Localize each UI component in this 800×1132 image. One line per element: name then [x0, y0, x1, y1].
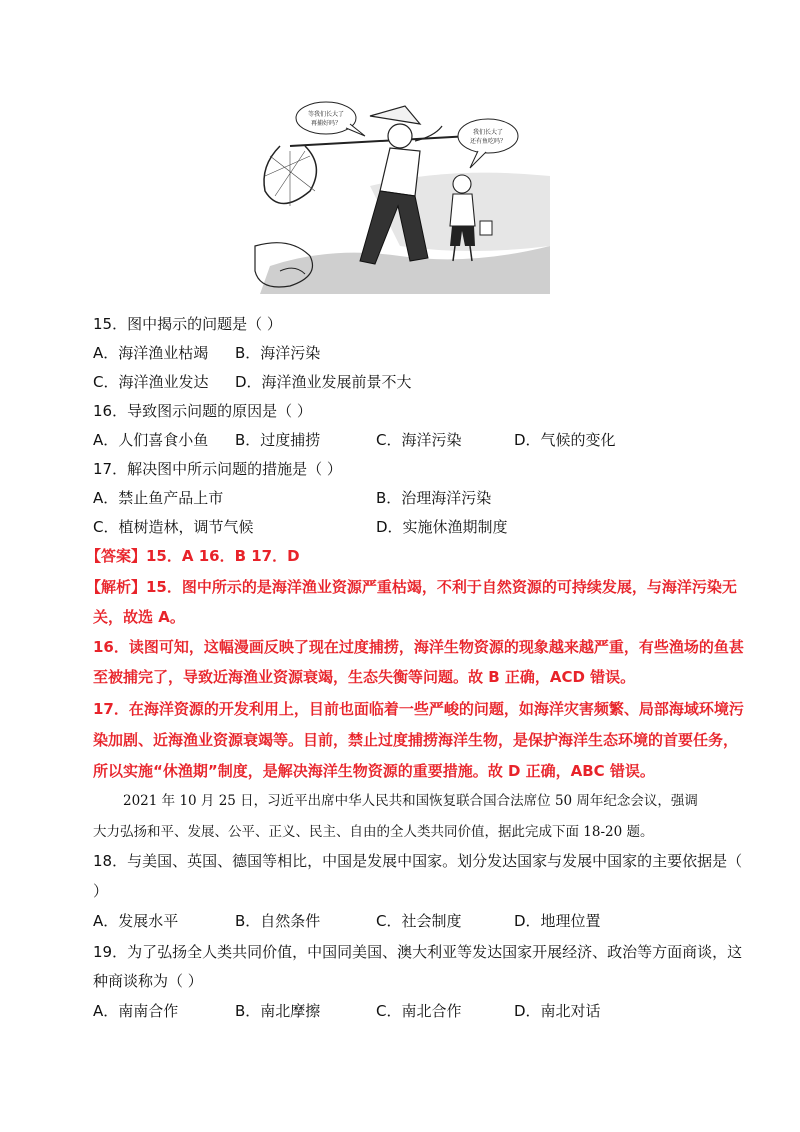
speech-left-line-1: 等我们长大了	[307, 111, 345, 118]
question-18-option-b: B．自然条件	[235, 912, 321, 930]
question-16-option-c: C．海洋污染	[376, 431, 462, 449]
question-15-option-c: C．海洋渔业发达	[93, 373, 209, 391]
boy-head	[453, 175, 471, 193]
conical-hat	[370, 106, 420, 124]
question-16-stem: 16．导致图示问题的原因是（ ）	[93, 402, 312, 420]
question-19-option-d: D．南北对话	[514, 1002, 601, 1020]
fisherman-shirt	[380, 148, 420, 196]
question-18-option-c: C．社会制度	[376, 912, 462, 930]
carrying-pole	[290, 136, 470, 146]
speech-tail-left	[346, 124, 365, 136]
question-17-option-c: C．植树造林，调节气候	[93, 518, 254, 536]
passage-line: 大力弘扬和平、发展、公平、正义、民主、自由的全人类共同价值，据此完成下面 18-20 题。	[93, 824, 654, 840]
question-15-option-a: A．海洋渔业枯竭	[93, 344, 209, 362]
answer-line: 【答案】15．A 16．B 17．D	[86, 547, 300, 565]
speech-bubble-left	[296, 102, 356, 134]
fisherman-head	[388, 124, 412, 148]
question-18-stem-continued: ）	[93, 882, 109, 900]
analysis-line: 关，故选 A。	[93, 608, 185, 626]
net-mesh	[265, 151, 315, 206]
passage-line: 2021 年 10 月 25 日，习近平出席中华人民共和国恢复联合国合法席位 50 周年纪念会议，强调	[123, 793, 698, 809]
question-17-option-b: B．治理海洋污染	[376, 489, 492, 507]
question-18-option-d: D．地理位置	[514, 912, 601, 930]
analysis-line: 至被捕完了，导致近海渔业资源衰竭，生态失衡等问题。故 B 正确，ACD 错误。	[93, 668, 636, 686]
question-16-option-b: B．过度捕捞	[235, 431, 321, 449]
analysis-line: 所以实施“休渔期”制度，是解决海洋生物资源的重要措施。故 D 正确，ABC 错误。	[93, 762, 655, 780]
speech-bubble-right	[458, 119, 518, 153]
analysis-line: 16．读图可知，这幅漫画反映了现在过度捕捞，海洋生物资源的现象越来越严重，有些渔场的鱼甚	[93, 638, 744, 656]
analysis-line: 染加剧、近海渔业资源衰竭等。目前，禁止过度捕捞海洋生物，是保护海洋生态环境的首要任务，	[93, 731, 739, 749]
question-17-stem: 17．解决图中所示问题的措施是（ ）	[93, 460, 342, 478]
boy-shirt	[450, 194, 475, 226]
question-18-stem: 18．与美国、英国、德国等相比，中国是发展中国家。划分发达国家与发展中国家的主要依据是（	[93, 852, 743, 870]
speech-right-line-2: 还有鱼吃吗？	[469, 138, 507, 145]
question-15-option-b: B．海洋污染	[235, 344, 321, 362]
speech-tail-right	[470, 151, 486, 168]
speech-left-line-2: 再捕好吗？	[310, 120, 342, 127]
speech-right-line-1: 我们长大了	[472, 129, 504, 136]
question-16-option-d: D．气候的变化	[514, 431, 616, 449]
question-19-option-c: C．南北合作	[376, 1002, 462, 1020]
question-19-option-b: B．南北摩擦	[235, 1002, 321, 1020]
question-17-option-a: A．禁止鱼产品上市	[93, 489, 224, 507]
question-15-stem: 15．图中揭示的问题是（ ）	[93, 315, 282, 333]
analysis-line: 【解析】15．图中所示的是海洋渔业资源严重枯竭，不利于自然资源的可持续发展，与海洋污染无	[86, 578, 737, 596]
bucket	[480, 221, 492, 235]
analysis-line: 17．在海洋资源的开发利用上，目前也面临着一些严峻的问题，如海洋灾害频繁、局部海域环境污	[93, 700, 744, 718]
question-15-option-d: D．海洋渔业发展前景不大	[235, 373, 412, 391]
question-19-stem-continued: 种商谈称为（ ）	[93, 972, 203, 990]
question-19-option-a: A．南南合作	[93, 1002, 179, 1020]
overfishing-cartoon	[250, 96, 552, 294]
question-19-stem: 19．为了弘扬全人类共同价值，中国同美国、澳大利亚等发达国家开展经济、政治等方面商谈，这	[93, 943, 743, 961]
ground-shading	[260, 246, 550, 294]
question-16-option-a: A．人们喜食小鱼	[93, 431, 209, 449]
question-17-option-d: D．实施休渔期制度	[376, 518, 508, 536]
question-18-option-a: A．发展水平	[93, 912, 179, 930]
